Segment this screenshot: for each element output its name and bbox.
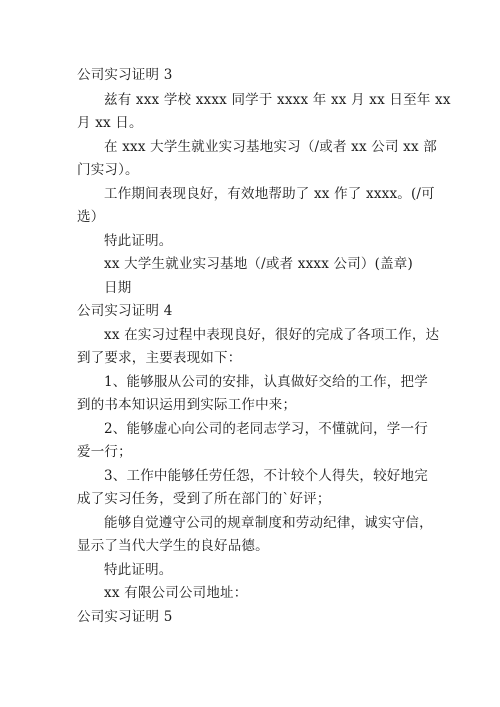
paragraph-line: 在 xxx 大学生就业实习基地实习（/或者 xx 公司 xx 部 [104,139,437,155]
address-line: xx 有限公司公司地址： [104,585,248,601]
paragraph-line: 特此证明。 [104,233,173,249]
list-item-2-cont: 爱一行； [77,444,132,460]
paragraph-line: 月 xx 日。 [77,115,143,131]
paragraph-line: 显示了当代大学生的良好品德。 [77,538,269,554]
list-item-2: 2、能够虚心向公司的老同志学习，不懂就问，学一行 [104,421,428,437]
list-item-3-cont: 成了实习任务，受到了所在部门的`好评； [77,491,331,507]
paragraph-line: 特此证明。 [104,562,173,578]
section-heading-3: 公司实习证明 3 [77,67,173,83]
paragraph-line: xx 在实习过程中表现良好，很好的完成了各项工作，达 [104,327,440,343]
paragraph-line: 工作期间表现良好，有效地帮助了 xx 作了 xxxx。(/可 [104,186,435,202]
section-heading-5: 公司实习证明 5 [77,609,173,625]
paragraph-line: 选） [77,209,105,225]
section-heading-4: 公司实习证明 4 [77,303,173,319]
date-line: 日期 [104,280,132,296]
list-item-1: 1、能够服从公司的安排，认真做好交给的工作，把学 [104,374,428,390]
paragraph-line: 门实习）。 [77,162,139,178]
paragraph-line: 到了要求，主要表现如下： [77,350,242,366]
list-item-3: 3、工作中能够任劳任怨，不计较个人得失，较好地完 [104,468,428,484]
paragraph-line: 能够自觉遵守公司的规章制度和劳动纪律，诚实守信， [104,515,433,531]
paragraph-line: 兹有 xxx 学校 xxxx 同学于 xxxx 年 xx 月 xx 日至年 xx [104,92,451,108]
list-item-1-cont: 到的书本知识运用到实际工作中来； [77,397,297,413]
paragraph-line: xx 大学生就业实习基地（/或者 xxxx 公司）(盖章) [104,256,413,272]
